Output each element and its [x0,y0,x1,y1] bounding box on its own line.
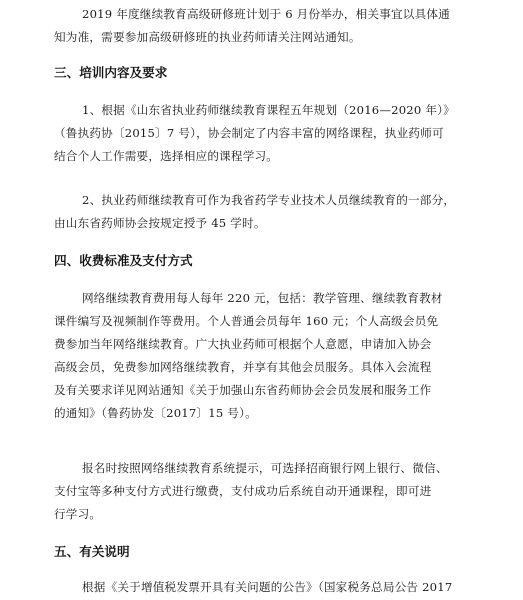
text-line: 网络继续教育费用每人每年 220 元，包括：教学管理、继续教育教材 [82,291,443,305]
text-line: 2、执业药师继续教育可作为我省药学专业技术人员继续教育的一部分， [82,193,456,207]
section-heading-fees: 四、收费标准及支付方式 [54,253,193,268]
text-line: 高级会员，免费参加网络继续教育，并享有其他会员服务。具体入会流程 [54,360,432,374]
text-line: 支付宝等多种支付方式进行缴费，支付成功后系统自动开通课程，即可进 [54,484,432,498]
training-paragraph-1 [54,99,484,168]
text-line: 知为准，需要参加高级研修班的执业药师请关注网站通知。 [54,30,361,44]
intro-paragraph [54,3,484,49]
section-heading-notes: 五、有关说明 [54,544,130,559]
text-line: 根据《关于增值税发票开具有关问题的公告》（国家税务总局公告 2017 [82,580,453,594]
text-line: 报名时按照网络继续教育系统提示，可选择招商银行网上银行、微信、 [82,461,448,475]
text-line: 费参加当年网络继续教育。广大执业药师可根据个人意愿，申请加入协会 [54,337,432,351]
text-line: 由山东省药师协会按规定授予 45 学时。 [54,216,266,230]
text-line: 及有关要求详见网站通知《关于加强山东省药师协会会员发展和服务工作 [54,383,432,397]
text-line: 2019 年度继续教育高级研修班计划于 6 月份举办，相关事宜以具体通 [82,7,450,21]
fees-paragraph-1 [54,287,484,425]
text-line: 行学习。 [54,507,102,521]
text-line: 1、根据《山东省执业药师继续教育课程五年规划（2016—2020 年）》 [82,103,455,117]
fees-paragraph-2 [54,457,484,526]
section-heading-training: 三、培训内容及要求 [54,65,168,80]
text-line: 课件编写及视频制作等费用。个人普通会员每年 160 元；个人高级会员免 [54,314,439,328]
training-paragraph-2 [54,189,484,235]
notes-paragraph-1 [54,576,484,599]
text-line: （鲁执药协〔2015〕7 号），协会制定了内容丰富的网络课程，执业药师可 [54,126,444,140]
text-line: 结合个人工作需要，选择相应的课程学习。 [54,149,279,163]
text-line: 的通知》（鲁药协发〔2017〕15 号）。 [54,406,257,420]
